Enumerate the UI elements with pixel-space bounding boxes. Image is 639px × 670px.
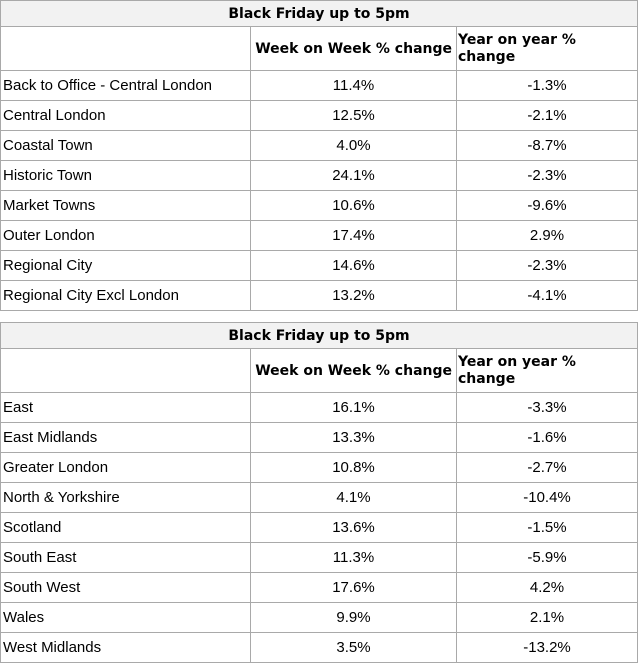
row-label-cell: North & Yorkshire xyxy=(1,483,251,513)
year-on-year-cell: -9.6% xyxy=(457,191,638,221)
table-row xyxy=(1,221,638,251)
row-label-cell: Historic Town xyxy=(1,161,251,191)
row-label-cell: East xyxy=(1,393,251,423)
week-on-week-cell: 10.6% xyxy=(251,191,457,221)
year-on-year-cell: -2.1% xyxy=(457,101,638,131)
week-on-week-cell: 24.1% xyxy=(251,161,457,191)
table-row xyxy=(1,603,638,633)
year-on-year-cell: -4.1% xyxy=(457,281,638,311)
column-header-week-on-week: Week on Week % change xyxy=(251,27,457,71)
year-on-year-cell: -10.4% xyxy=(457,483,638,513)
column-header-week-on-week: Week on Week % change xyxy=(251,349,457,393)
year-on-year-cell: -1.3% xyxy=(457,71,638,101)
table-row xyxy=(1,573,638,603)
row-label-cell: Greater London xyxy=(1,453,251,483)
year-on-year-cell: -1.5% xyxy=(457,513,638,543)
column-header-row xyxy=(1,349,638,393)
row-label-cell: Scotland xyxy=(1,513,251,543)
row-label-cell: Outer London xyxy=(1,221,251,251)
row-label-cell: Market Towns xyxy=(1,191,251,221)
week-on-week-cell: 3.5% xyxy=(251,633,457,663)
table-row xyxy=(1,513,638,543)
year-on-year-cell: -8.7% xyxy=(457,131,638,161)
row-label-cell: Back to Office - Central London xyxy=(1,71,251,101)
row-label-cell: Regional City xyxy=(1,251,251,281)
year-on-year-cell: -1.6% xyxy=(457,423,638,453)
row-label-cell: Regional City Excl London xyxy=(1,281,251,311)
table-title-row xyxy=(1,1,638,27)
table-row xyxy=(1,453,638,483)
table-row xyxy=(1,131,638,161)
table-row xyxy=(1,423,638,453)
week-on-week-cell: 10.8% xyxy=(251,453,457,483)
week-on-week-cell: 4.0% xyxy=(251,131,457,161)
region-table-block xyxy=(0,322,639,663)
row-label-cell: Central London xyxy=(1,101,251,131)
week-on-week-cell: 13.6% xyxy=(251,513,457,543)
year-on-year-cell: 4.2% xyxy=(457,573,638,603)
table-title: Black Friday up to 5pm xyxy=(1,1,638,27)
row-label-cell: Wales xyxy=(1,603,251,633)
table-row xyxy=(1,281,638,311)
table-row xyxy=(1,71,638,101)
table-row xyxy=(1,543,638,573)
column-header-year-on-year: Year on year % change xyxy=(457,349,638,393)
table-row xyxy=(1,393,638,423)
week-on-week-cell: 17.6% xyxy=(251,573,457,603)
week-on-week-cell: 11.3% xyxy=(251,543,457,573)
week-on-week-cell: 13.3% xyxy=(251,423,457,453)
location-type-table-block xyxy=(0,0,639,311)
year-on-year-cell: -3.3% xyxy=(457,393,638,423)
year-on-year-cell: 2.1% xyxy=(457,603,638,633)
year-on-year-cell: -13.2% xyxy=(457,633,638,663)
column-header-year-on-year: Year on year % change xyxy=(457,27,638,71)
week-on-week-cell: 9.9% xyxy=(251,603,457,633)
table-title-row xyxy=(1,323,638,349)
year-on-year-cell: 2.9% xyxy=(457,221,638,251)
row-label-cell: Coastal Town xyxy=(1,131,251,161)
year-on-year-cell: -2.3% xyxy=(457,251,638,281)
year-on-year-cell: -2.7% xyxy=(457,453,638,483)
week-on-week-cell: 17.4% xyxy=(251,221,457,251)
week-on-week-cell: 14.6% xyxy=(251,251,457,281)
table-title: Black Friday up to 5pm xyxy=(1,323,638,349)
column-header-region xyxy=(1,349,251,393)
table-row xyxy=(1,191,638,221)
year-on-year-cell: -2.3% xyxy=(457,161,638,191)
row-label-cell: South West xyxy=(1,573,251,603)
region-table xyxy=(0,322,638,663)
year-on-year-cell: -5.9% xyxy=(457,543,638,573)
row-label-cell: East Midlands xyxy=(1,423,251,453)
table-row xyxy=(1,633,638,663)
week-on-week-cell: 12.5% xyxy=(251,101,457,131)
table-row xyxy=(1,161,638,191)
location-type-table xyxy=(0,0,638,311)
week-on-week-cell: 13.2% xyxy=(251,281,457,311)
column-header-location xyxy=(1,27,251,71)
column-header-row xyxy=(1,27,638,71)
row-label-cell: South East xyxy=(1,543,251,573)
table-row xyxy=(1,251,638,281)
week-on-week-cell: 11.4% xyxy=(251,71,457,101)
week-on-week-cell: 4.1% xyxy=(251,483,457,513)
table-row xyxy=(1,101,638,131)
week-on-week-cell: 16.1% xyxy=(251,393,457,423)
table-row xyxy=(1,483,638,513)
row-label-cell: West Midlands xyxy=(1,633,251,663)
